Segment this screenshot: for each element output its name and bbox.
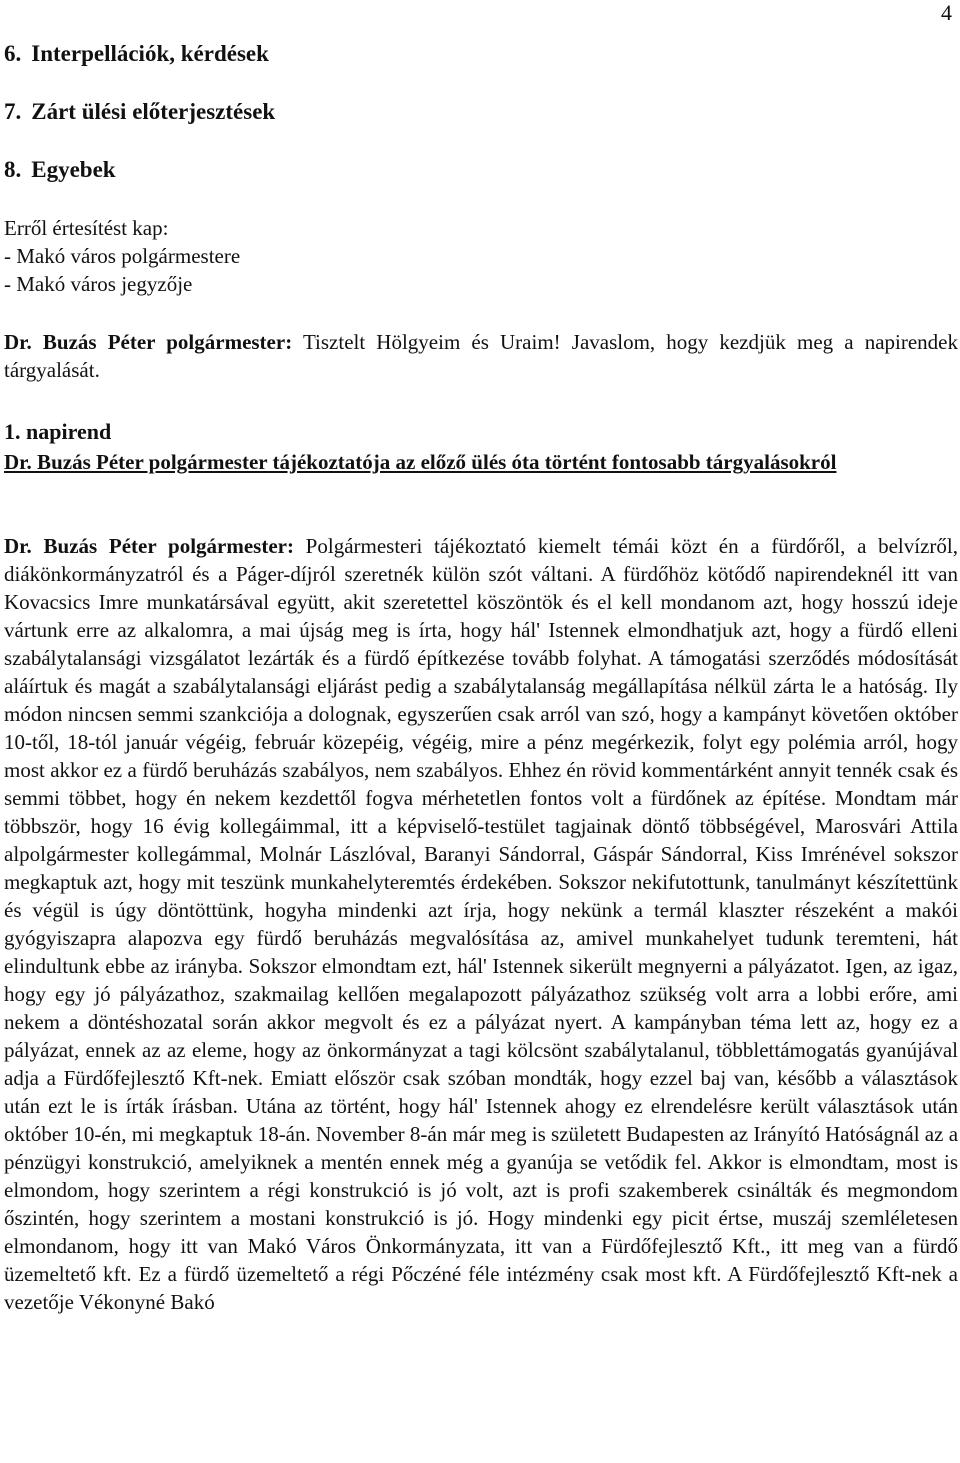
notice-recipient: - Makó város polgármestere bbox=[4, 244, 241, 268]
page-number: 4 bbox=[941, 0, 952, 25]
item1-heading-block bbox=[4, 418, 958, 446]
agenda-title: Dr. Buzás Péter polgármester tájékoztatója az előző ülés óta történt fontosabb tárgyalásokról bbox=[4, 450, 837, 474]
agenda-item-7 bbox=[4, 98, 275, 126]
agenda-item-title: Zárt ülési előterjesztések bbox=[31, 99, 276, 124]
agenda-item-title: Interpellációk, kérdések bbox=[31, 41, 269, 66]
notice-intro: Erről értesítést kap: bbox=[4, 216, 169, 240]
speaker-name: Dr. Buzás Péter polgármester: bbox=[4, 330, 293, 354]
agenda-item-8 bbox=[4, 156, 116, 184]
item1-title bbox=[4, 448, 958, 476]
agenda-heading: 1. napirend bbox=[4, 419, 112, 444]
agenda-item-number: 6. bbox=[4, 41, 22, 66]
notice-block bbox=[4, 214, 958, 298]
speaker-name: Dr. Buzás Péter polgármester: bbox=[4, 534, 294, 558]
agenda-item-number: 8. bbox=[4, 157, 22, 182]
notice-recipient: - Makó város jegyzője bbox=[4, 272, 193, 296]
speech-paragraph bbox=[4, 532, 958, 1316]
agenda-item-number: 7. bbox=[4, 99, 22, 124]
agenda-item-title: Egyebek bbox=[31, 157, 116, 182]
opening-text: Tisztelt Hölgyeim és Uraim! Javaslom, hogy kezdjük meg a napirendek tárgyalását. bbox=[4, 330, 959, 382]
agenda-item-6 bbox=[4, 40, 269, 68]
speech-text: Polgármesteri tájékoztató kiemelt témái közt én a fürdőről, a belvízről, diákönkormányzatról és a Páger-díjról szeretnék külön szót váltani. A fürdőhöz kötődő napirendeknél itt van Kovacsics Imre munkatársával együtt, akit szeretettel köszöntök és el kell mondanom azt, hogy hosszú ideje vártunk erre az alkalomra, a mai újság meg is írta, hogy hál' Istennek elmondhatjuk azt, hogy a fürdő elleni szabálytalansági vizsgálatot lezárták és a fürdő építkezése tovább folyhat. A támogatási szerződés módosítását aláírtuk és magát a szabálytalansági eljárást pedig a szabálytalanság megállapítása nélkül zárta le a hatóság. Ily módon nincsen semmi szankciója a dolognak, egyszerűen csak arról van szó, hogy a kampányt követően október 10-től, 18-tól január végéig, február közepéig, végéig, mire a pénz megérkezik, folyt egy polémia arról, hogy most akkor ez a fürdő beruházás szabályos, nem szabályos. Ehhez én rövid kommentárként annyit tennék csak és semmi többet, hogy én nekem kezdettől fogva mérhetetlen fontos volt a fürdőnek az építése. Mondtam már többször, hogy 16 évig kollegáimmal, itt a képviselő-testület tagjainak döntő többségével, Marosvári Attila alpolgármester kollegámmal, Molnár Lászlóval, Baranyi Sándorral, Gáspár Sándorral, Kiss Imrénével sokszor megkaptuk azt, hogy mit teszünk munkahelyteremtés érdekében. Sokszor nekifutottunk, tanulmányt készítettünk és végül is úgy döntöttünk, hogyha mindenki azt írja, hogy nekünk a termál klaszter részeként a makói gyógyiszapra alapozva egy fürdő beruházás megvalósítása az, amivel munkahelyet tudunk teremteni, hát elindultunk ebbe az irányba. Sokszor elmondtam ezt, hál' Istennek sikerült megnyerni a pályázatot. Igen, az igaz, hogy egy jó pályázathoz, szakmailag kellően megalapozott pályázathoz szükség volt arra a lobbi erőre, ami nekem a döntéshozatal során akkor megvolt és ez a pályázat nyert. A kampányban téma lett az, hogy ez a pályázat, ennek az az eleme, hogy az önkormányzat a tagi kölcsönt szabálytalanul, többlettámogatás gyanújával adja a Fürdőfejlesztő Kft-nek. Emiatt először csak szóban mondták, hogy ezzel baj van, később a választások után ezt le is írták írásban. Utána az történt, hogy hál' Istennek ahogy ez elrendelésre került választások után október 10-én, mi megkaptuk 18-án. November 8-án már meg is született Budapesten az Irányító Hatóságnál az a pénzügyi konstrukció, amelyiknek a mentén ennek még a gyanúja se vetődik fel. Akkor is elmondtam, most is elmondom, hogy szerintem a régi konstrukció is jó volt, azt is profi szakemberek csinálták és megmondom őszintén, hogy szerintem a mostani konstrukció is jó. Hogy mindenki egy picit értse, muszáj szemléletesen elmondanom, hogy itt van Makó Város Önkormányzata, itt van a Fürdőfejlesztő Kft., itt meg van a fürdő üzemeltető kft. Ez a fürdő üzemeltető a régi Pőczéné féle intézmény csak most kft. A Fürdőfejlesztő Kft-nek a vezetője Vékonyné Bakó bbox=[4, 534, 959, 1314]
opening-paragraph bbox=[4, 328, 958, 384]
